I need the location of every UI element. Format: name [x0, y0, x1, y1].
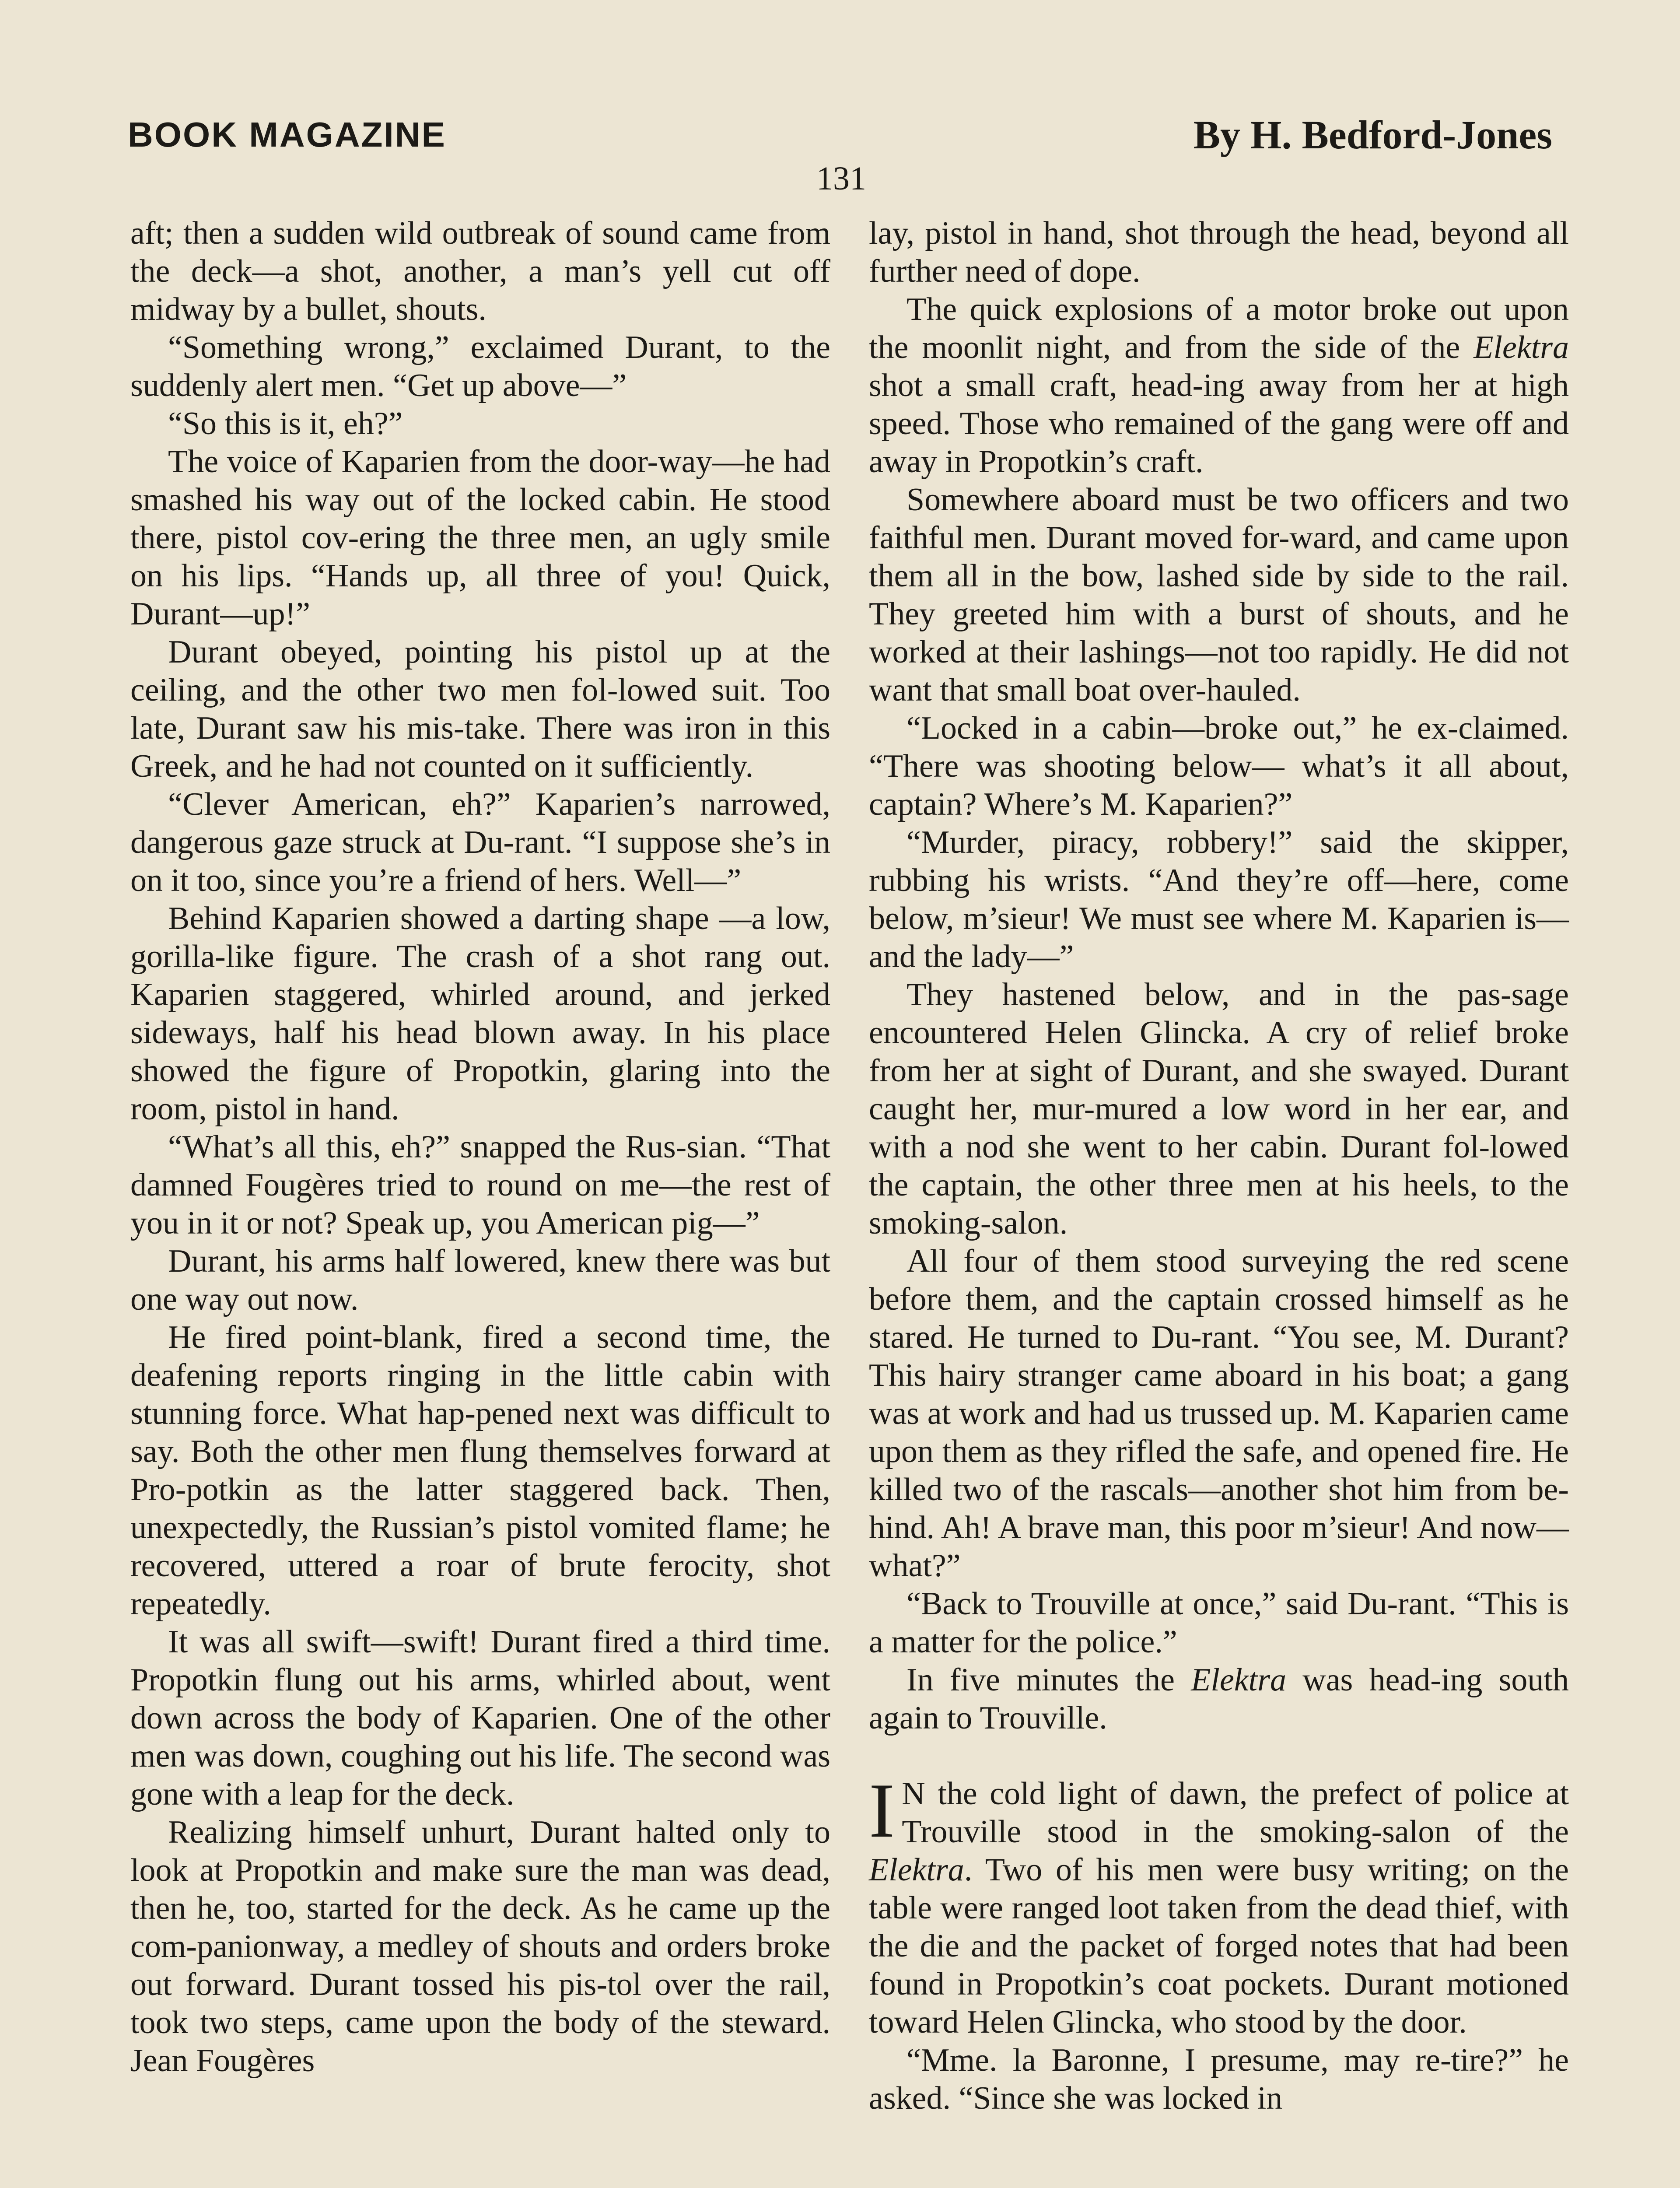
paragraph: Durant, his arms half lowered, knew there was but one way out now. — [130, 1243, 830, 1317]
paragraph-text: shot a small craft, head-ing away from her at high speed. Those who remained of the gang were off and away in Propotkin’s craft. — [869, 368, 1569, 480]
paragraph: Durant obeyed, pointing his pistol up at the ceiling, and the other two men fol-lowed suit. Too late, Durant saw his mis-take. There was iron in this Greek, and he had not counted on it sufficiently. — [130, 634, 830, 784]
page-number: 131 — [816, 160, 866, 197]
paragraph: It was all swift—swift! Durant fired a third time. Propotkin flung out his arms, whirled about, went down across the body of Kaparien. One of the other men was down, coughing out his life. The second was gone with a leap for the deck. — [130, 1624, 830, 1812]
paragraph — [869, 1661, 1569, 1737]
drop-cap: I — [869, 1767, 895, 1854]
running-head-magazine: BOOK MAGAZINE — [128, 115, 446, 154]
left-column — [130, 214, 830, 2080]
section-opening-paragraph — [869, 1767, 1569, 2041]
paragraph-text: . Two of his men were busy writing; on the table were ranged loot taken from the dead thief, with the die and the packet of forged notes that had been found in Propotkin’s coat pockets. Durant motioned toward Helen Glincka, who stood by the door. — [869, 1852, 1569, 2040]
paragraph: “Something wrong,” exclaimed Durant, to the suddenly alert men. “Get up above—” — [130, 330, 830, 403]
running-head-byline: By H. Bedford-Jones — [1193, 112, 1552, 157]
paragraph — [869, 291, 1569, 481]
ship-name: Elektra — [1191, 1662, 1287, 1698]
right-column — [869, 214, 1569, 2118]
paragraph: “Murder, piracy, robbery!” said the skipper, rubbing his wrists. “And they’re off—here, come below, m’sieur! We must see where M. Kaparien is—and the lady—” — [869, 824, 1569, 975]
paragraph: Realizing himself unhurt, Durant halted only to look at Propotkin and make sure the man was dead, then he, too, started for the deck. As he came up the com-panionway, a medley of shouts and orders broke out forward. Durant tossed his pis-tol over the rail, took two steps, came upon the body of the steward. Jean Fougères — [130, 1814, 830, 2079]
paragraph: Behind Kaparien showed a darting shape —a low, gorilla-like figure. The crash of a shot rang out. Kaparien staggered, whirled around, and jerked sideways, half his head blown away. In his place showed the figure of Propotkin, glaring into the room, pistol in hand. — [130, 901, 830, 1127]
paragraph-text: N the cold light of dawn, the prefect of police at Trouville stood in the smoking-salon of the — [902, 1776, 1569, 1850]
paragraph: lay, pistol in hand, shot through the head, beyond all further need of dope. — [869, 215, 1569, 289]
paragraph: “Clever American, eh?” Kaparien’s narrowed, dangerous gaze struck at Du-rant. “I suppose she’s in on it too, since you’re a friend of hers. Well—” — [130, 786, 830, 898]
paragraph: They hastened below, and in the pas-sage encountered Helen Glincka. A cry of relief broke from her at sight of Durant, and she swayed. Durant caught her, mur-mured a low word in her ear, and with a nod she went to her cabin. Durant fol-lowed the captain, the other three men at his heels, to the smoking-salon. — [869, 977, 1569, 1241]
paragraph: All four of them stood surveying the red scene before them, and the captain crossed himself as he stared. He turned to Du-rant. “You see, M. Durant? This hairy stranger came aboard in his boat; a gang was at work and had us trussed up. M. Kaparien came upon them as they rifled the safe, and opened fire. He killed two of the rascals—another shot him from be-hind. Ah! A brave man, this poor m’sieur! And now—what?” — [869, 1243, 1569, 1584]
paragraph-text: was head-ing south again to Trouville. — [869, 1662, 1569, 1736]
paragraph: aft; then a sudden wild outbreak of sound came from the deck—a shot, another, a man’s yell cut off midway by a bullet, shouts. — [130, 215, 830, 327]
ship-name: Elektra — [869, 1852, 964, 1888]
paragraph: “Back to Trouville at once,” said Du-rant. “This is a matter for the police.” — [869, 1586, 1569, 1660]
paragraph-text: The quick explosions of a motor broke out upon the moonlit night, and from the side of the — [869, 291, 1569, 365]
ship-name: Elektra — [1474, 330, 1569, 365]
paragraph: “What’s all this, eh?” snapped the Rus-sian. “That damned Fougères tried to round on me—the rest of you in it or not? Speak up, you American pig—” — [130, 1129, 830, 1241]
paragraph: “Locked in a cabin—broke out,” he ex-claimed. “There was shooting below— what’s it all about, captain? Where’s M. Kaparien?” — [869, 710, 1569, 822]
paragraph: Somewhere aboard must be two officers and two faithful men. Durant moved for-ward, and came upon them all in the bow, lashed side by side to the rail. They greeted him with a burst of shouts, and he worked at their lashings—not too rapidly. He did not want that small boat over-hauled. — [869, 482, 1569, 708]
paragraph-text: In five minutes the — [906, 1662, 1191, 1698]
paragraph: The voice of Kaparien from the door-way—he had smashed his way out of the locked cabin. He stood there, pistol cov-ering the three men, an ugly smile on his lips. “Hands up, all three of you! Quick, Durant—up!” — [130, 444, 830, 632]
paragraph: “Mme. la Baronne, I presume, may re-tire?” he asked. “Since she was locked in — [869, 2042, 1569, 2116]
paragraph: “So this is it, eh?” — [168, 406, 403, 442]
paragraph: He fired point-blank, fired a second time, the deafening reports ringing in the little cabin with stunning force. What hap-pened next was difficult to say. Both the other men flung themselves forward at Pro-potkin as the latter staggered back. Then, unexpectedly, the Russian’s pistol vomited flame; he recovered, uttered a roar of brute ferocity, shot repeatedly. — [130, 1319, 830, 1622]
